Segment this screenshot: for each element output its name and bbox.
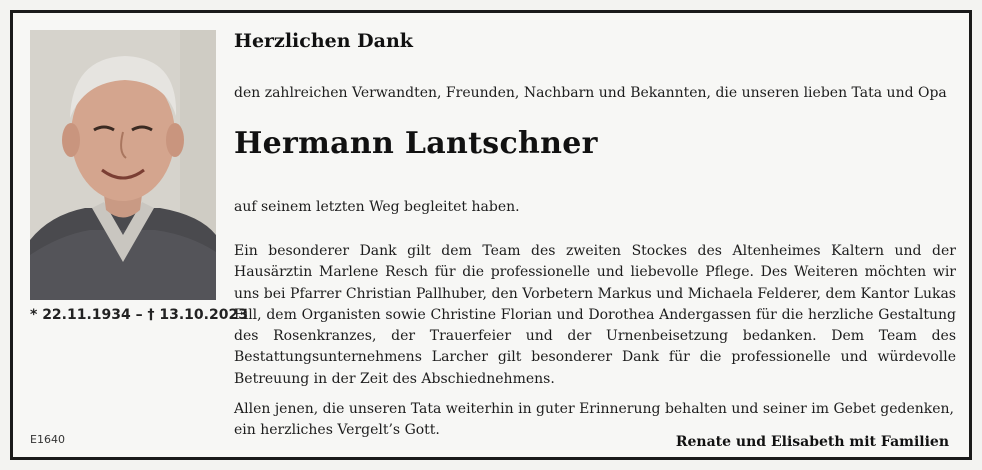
ad-code: E1640: [30, 433, 65, 446]
closing-paragraph: Allen jenen, die unseren Tata weiterhin in guter Erinnerung behalten und seiner im Gebet gedenken, ein herzliches Vergelt’s Gott.: [234, 401, 954, 439]
obituary-card: [10, 10, 972, 460]
heading: Herzlichen Dank: [234, 30, 413, 52]
thanks-paragraph: [234, 241, 956, 390]
portrait-photo: [30, 30, 216, 300]
escort-text: auf seinem letzten Weg begleitet haben.: [234, 199, 520, 215]
thanks-body: Ein besonderer Dank gilt dem Team des zweiten Stockes des Altenheimes Kaltern und der Hausärztin Marlene Resch für die professionelle und liebevolle Pflege. Des Weiteren möchten wir uns bei Pfarrer Christian Pallhuber, den Vorbetern Markus und Michaela Felderer, dem Kantor Lukas Fill, dem Organisten sowie Christine Florian und Dorothea Andergassen für die herzliche Gestaltung des Rosenkranzes, der Trauerfeier und der Urnenbeisetzung bedanken. Dem Team des Bestattungsunternehmens Larcher gilt besonderer Dank für die professionelle und würdevolle Betreuung in der Zeit des Abschiednehmens.: [234, 243, 956, 387]
intro-text: den zahlreichen Verwandten, Freunden, Nachbarn und Bekannten, die unseren lieben Tata und Opa: [234, 85, 947, 101]
portrait-illustration: [30, 30, 216, 300]
life-dates: * 22.11.1934 – † 13.10.2023: [30, 307, 248, 323]
deceased-name: Hermann Lantschner: [234, 126, 598, 161]
signature: Renate und Elisabeth mit Familien: [675, 434, 949, 450]
